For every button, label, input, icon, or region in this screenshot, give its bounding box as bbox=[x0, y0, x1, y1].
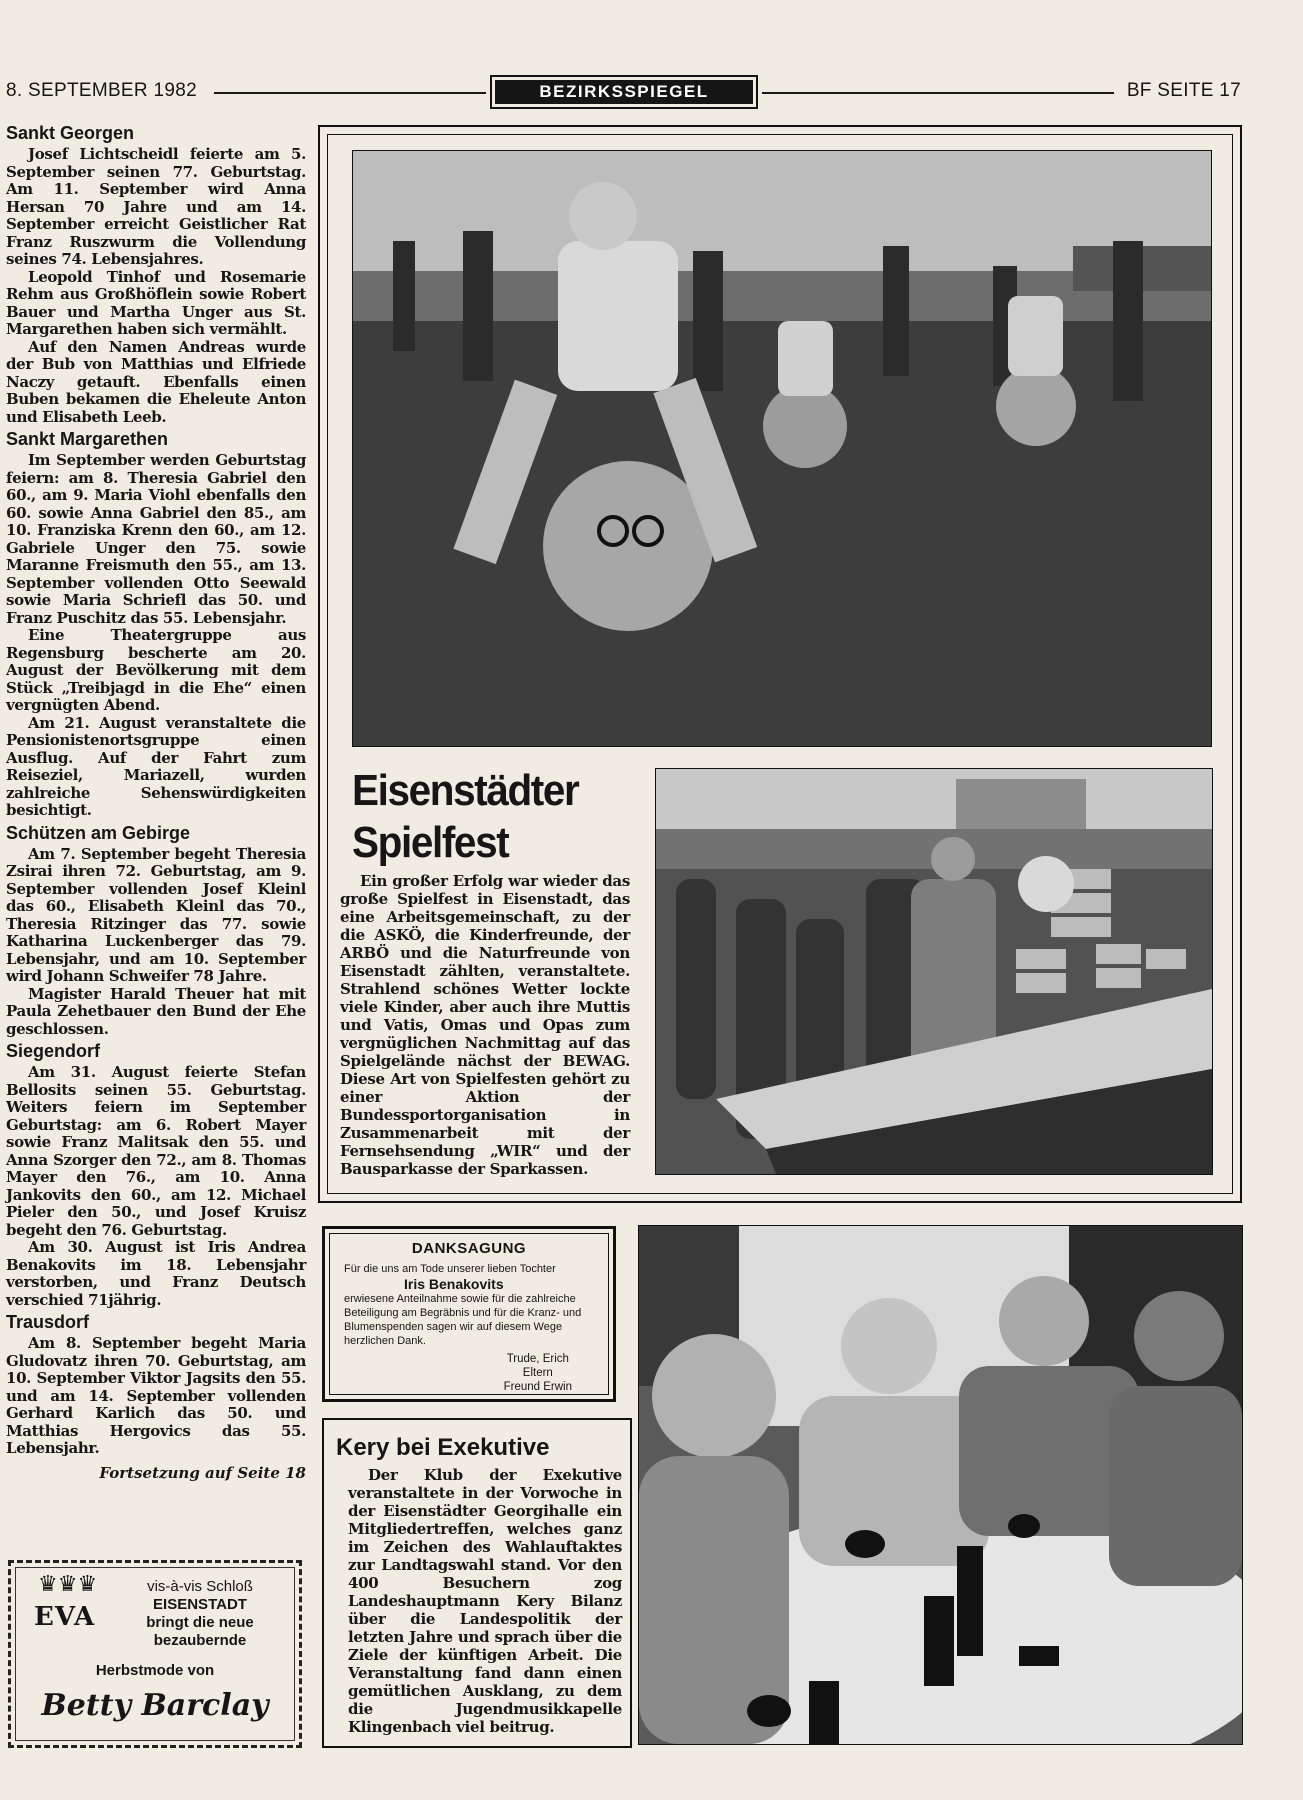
section-schuetzen-am-gebirge bbox=[6, 823, 306, 1039]
article-text: Der Klub der Exekutive veranstaltete in der Vorwoche in der Eisenstädter Georgihalle ein Mitgliedertreffen, welches ganz im Zeichen des Wahlauftaktes zur Landtagswahl stand. Vor den 400 Besuchern zog Landeshauptmann Kery Bilanz über die Landespolitik der letzten Jahre und sprach über die Ziele der künftigen Arbeit. Die Veranstaltung fand dann einen gemütlichen Ausklang, zu dem die Jugendmusikkapelle Klingenbach viel beitrug. bbox=[348, 1466, 622, 1736]
section-title: Trausdorf bbox=[6, 1312, 90, 1332]
paragraph: Eine Theatergruppe aus Regensburg bescherte am 20. August der Bevölkerung mit dem Stück „Treibjagd in die Ehe“ einen vergnügten Abend. bbox=[6, 626, 306, 714]
paragraph: Josef Lichtscheidl feierte am 5. September seinen 77. Geburtstag. Am 11. September wird Anna Hersan 70 Jahre und am 14. September erreicht Geistlicher Rat Franz Ruszwurm die Vollendung seines 74. Lebensjahres. bbox=[6, 145, 306, 268]
headline-line: Eisenstädter bbox=[352, 766, 579, 815]
deceased-name: Iris Benakovits bbox=[404, 1276, 504, 1292]
exekutive-meeting-photo bbox=[638, 1225, 1243, 1745]
spielfest-queue-photo bbox=[655, 768, 1213, 1175]
notice-body bbox=[344, 1262, 596, 1348]
section-title: Sankt Georgen bbox=[6, 123, 135, 143]
notice-signature bbox=[504, 1352, 572, 1394]
crown-icon: ♛♛♛ bbox=[38, 1572, 98, 1597]
eva-logo: EVA bbox=[34, 1602, 96, 1632]
section-sankt-georgen bbox=[6, 123, 306, 426]
notice-title: DANKSAGUNG bbox=[411, 1240, 527, 1257]
headline-line: Spielfest bbox=[352, 818, 509, 867]
paragraph: Leopold Tinhof und Rosemarie Rehm aus Großhöflein sowie Robert Bauer und Martha Unger aus St. Margarethen haben sich vermählt. bbox=[6, 267, 306, 338]
header-rule-left bbox=[214, 92, 486, 94]
signature-line: Freund Erwin bbox=[503, 1381, 572, 1393]
section-banner bbox=[490, 75, 758, 109]
kery-article bbox=[322, 1418, 632, 1748]
paragraph: Am 21. August veranstaltete die Pensionistenortsgruppe einen Ausflug. Auf der Fahrt zum Reiseziel, Mariazell, wurden zahlreiche Sehenswürdigkeiten besichtigt. bbox=[6, 713, 306, 819]
continued-note: Fortsetzung auf Seite 18 bbox=[99, 1463, 306, 1482]
paragraph: Am 8. September begeht Maria Gludovatz ihren 70. Geburtstag, am 10. September Viktor Jagsits den 55. und am 14. September vollenden Gerhard Karlich das 50. und Matthias Hergovics das 55. Lebensjahr. bbox=[6, 1334, 306, 1457]
feature-headline bbox=[352, 765, 578, 869]
paragraph: Am 7. September begeht Theresia Zsirai ihren 72. Geburtstag, am 9. September vollenden Josef Kleinl das 60., Elisabeth Kleinl das 70., Theresia Ritzinger das 77. sowie Katharina Luckenberger das 79. Lebensjahr, und am 10. September wird Johann Schweifer 78 Jahre. bbox=[6, 844, 306, 985]
ad-line: EISENSTADT bbox=[153, 1596, 247, 1613]
section-siegendorf bbox=[6, 1041, 306, 1309]
feature-article-text: Ein großer Erfolg war wieder das große Spielfest in Eisenstadt, das eine Arbeitsgemeinschaft, zu der die ASKÖ, die Kinderfreunde, der ARBÖ und die Naturfreunde von Eisenstadt zählten, veranstaltete. Strahlend schönes Wetter lockte viele Kinder, aber auch ihre Muttis und Vatis, Omas und Opas zum vergnüglichen Nachmittag auf das Spielgelände nächst der BEWAG. Diese Art von Spielfesten gehört zu einer Aktion der Bundessportorganisation in Zusammenarbeit mit der Fernsehsendung „WIR“ und der Bausparkasse der Sparkassen. bbox=[340, 872, 630, 1178]
paragraph: Am 30. August ist Iris Andrea Benakovits im 18. Lebensjahr verstorben, und Franz Deutsch verschied 71jährig. bbox=[6, 1238, 306, 1309]
section-title: Sankt Margarethen bbox=[6, 429, 169, 449]
notice-line: erwiesene Anteilnahme sowie für die zahlreiche Beteiligung am Begräbnis und für die Kranz- und Blumenspenden sagen wir auf diesem Wege herzlichen Dank. bbox=[344, 1293, 582, 1347]
danksagung-notice bbox=[322, 1226, 616, 1402]
paragraph: Magister Harald Theuer hat mit Paula Zehetbauer den Bund der Ehe geschlossen. bbox=[6, 984, 306, 1038]
signature-line: Eltern bbox=[522, 1367, 553, 1379]
paragraph: Im September werden Geburtstag feiern: am 8. Theresia Gabriel den 60., am 9. Maria Viohl ebenfalls den 60. sowie Anna Gabriel den 85., am 10. Franziska Krenn den 60., am 12. Gabriele Unger den 75. sowie Maranne Freismuth den 55., am 13. September vollenden Otto Seewald sowie Maria Schriefl das 50. und Franz Puschitz das 55. Lebensjahr. bbox=[6, 451, 306, 627]
eva-advertisement bbox=[8, 1560, 302, 1748]
notice-line: Für die uns am Tode unserer lieben Tochter bbox=[344, 1263, 556, 1275]
ad-line: bringt die neue bbox=[146, 1614, 254, 1631]
section-name: BEZIRKSSPIEGEL bbox=[495, 80, 753, 104]
brand-signature: Betty Barclay bbox=[41, 1688, 269, 1723]
ad-line: vis-à-vis Schloß bbox=[147, 1578, 253, 1595]
page-number: BF SEITE 17 bbox=[1126, 80, 1241, 101]
section-title: Siegendorf bbox=[6, 1041, 101, 1061]
issue-date: 8. SEPTEMBER 1982 bbox=[6, 80, 197, 101]
header-rule-right bbox=[762, 92, 1114, 94]
section-title: Schützen am Gebirge bbox=[6, 822, 191, 843]
eva-ad-text bbox=[120, 1578, 280, 1650]
hopper-ball-photo bbox=[352, 150, 1212, 747]
section-trausdorf bbox=[6, 1312, 306, 1458]
signature-line: Trude, Erich bbox=[506, 1353, 569, 1365]
ad-line: Herbstmode von bbox=[95, 1662, 215, 1679]
section-sankt-margarethen bbox=[6, 429, 306, 820]
ad-line: bezaubernde bbox=[153, 1632, 247, 1649]
paragraph: Am 31. August feierte Stefan Bellosits seinen 55. Geburtstag. Weiters feiern im September Geburtstag: am 6. Robert Mayer sowie Franz Malitsak den 55. und Anna Szorger den 72., am 8. Thomas Mayer den 76., am 10. Anna Jankovits den 60., am 12. Michael Pieler den 50., und Josef Kruisz begeht den 76. Geburtstag. bbox=[6, 1063, 306, 1239]
paragraph: Auf den Namen Andreas wurde der Bub von Matthias und Elfriede Naczy getauft. Ebenfalls einen Buben bekamen die Eheleute Anton und Elisabeth Leeb. bbox=[6, 337, 306, 426]
article-headline: Kery bei Exekutive bbox=[336, 1434, 550, 1461]
local-news-column bbox=[6, 120, 306, 1482]
